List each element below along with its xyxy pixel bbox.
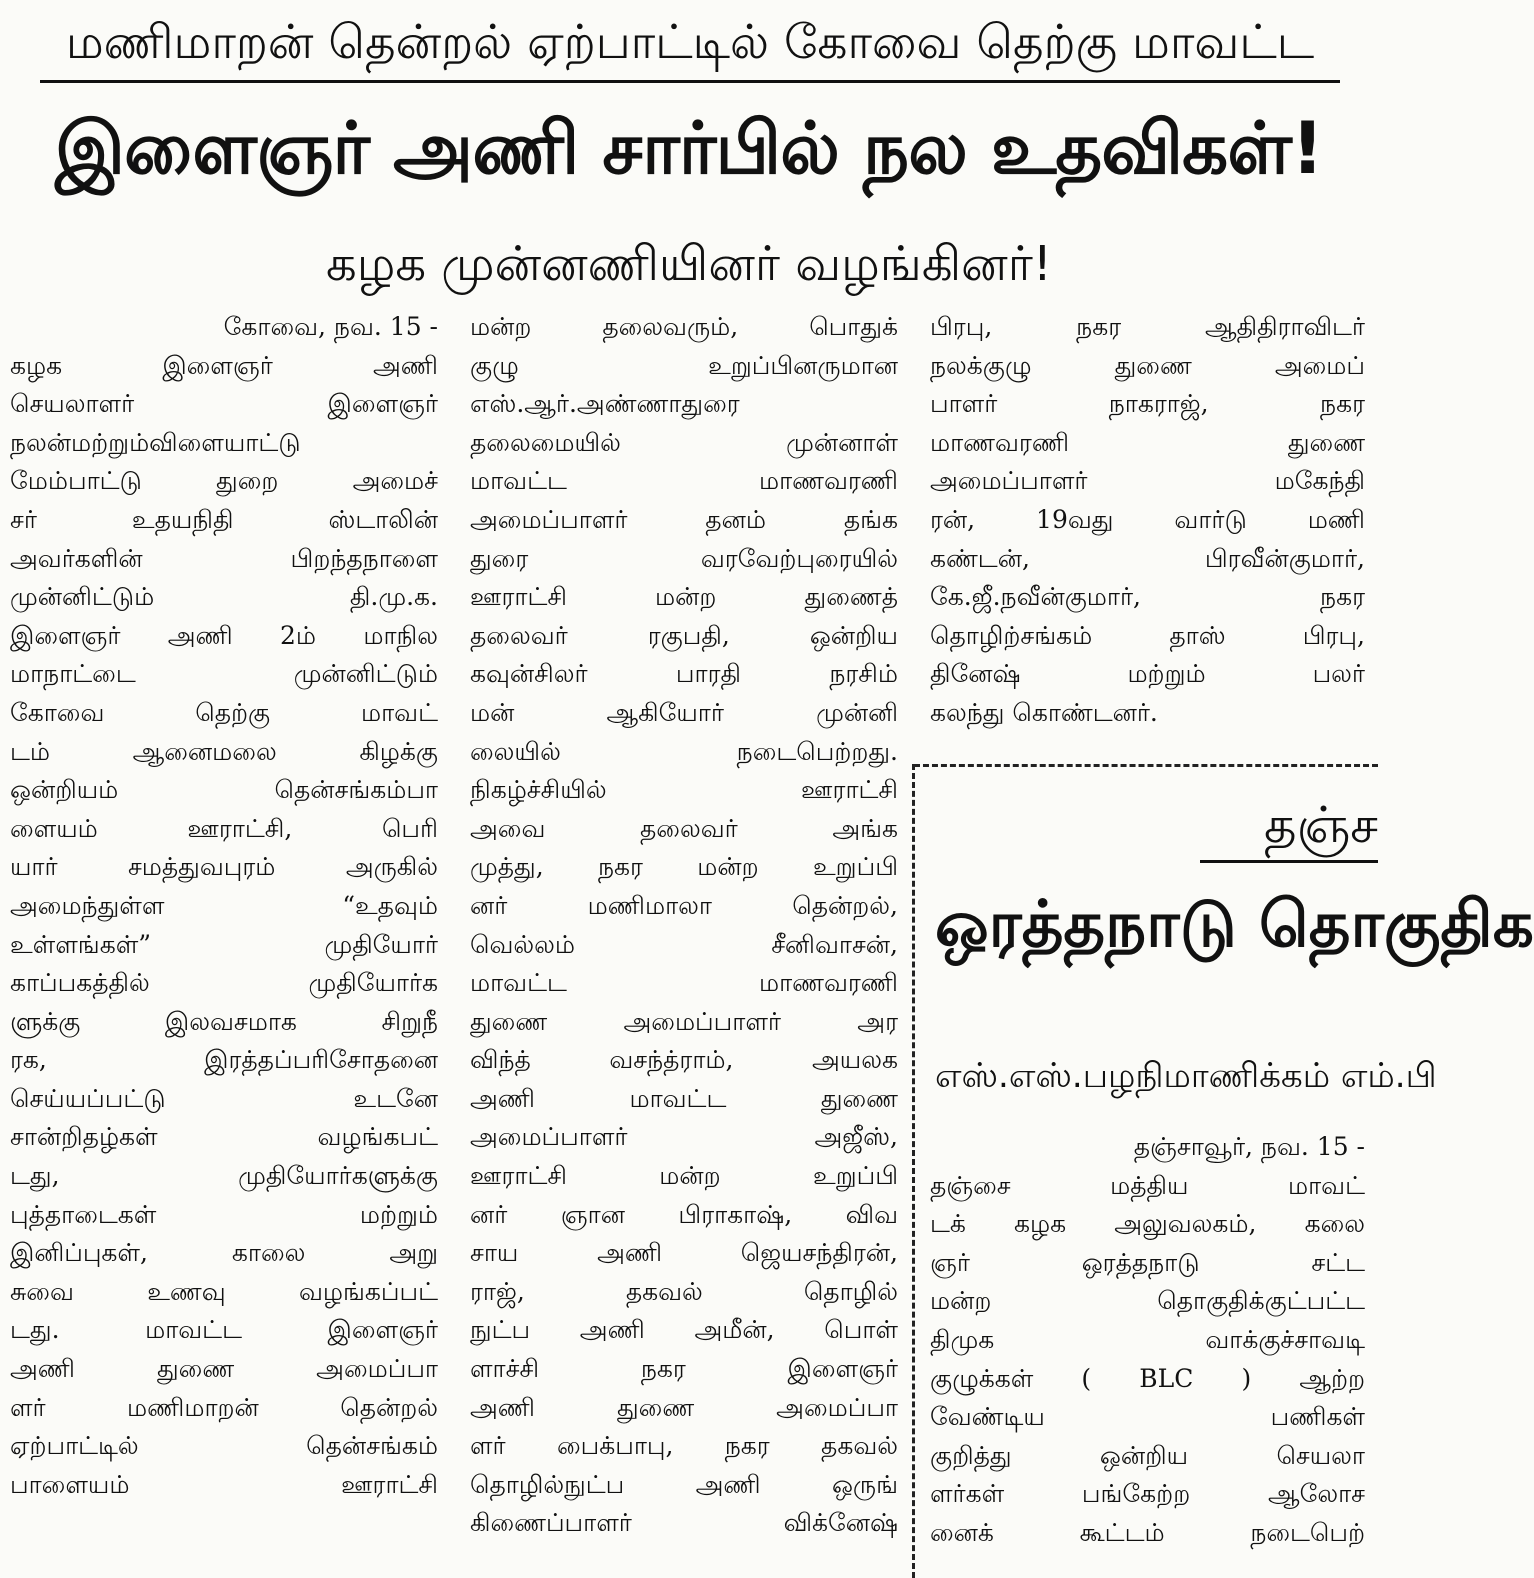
text-line: லையில் நடைபெற்றது.	[470, 736, 898, 766]
text-line: மாநாட்டை முன்னிட்டும்	[10, 659, 438, 689]
text-line: செயலாளர் இளைஞர்	[10, 389, 438, 419]
text-line: புத்தாடைகள் மற்றும்	[10, 1199, 438, 1229]
text-line: மாவட்ட மாணவரணி	[470, 968, 898, 998]
text-line: னைக் கூட்டம் நடைபெற்	[930, 1517, 1365, 1547]
text-line: இளைஞர் அணி 2ம் மாநில	[10, 620, 438, 650]
text-line: தொழில்நுட்ப அணி ஒருங்	[470, 1469, 898, 1499]
article2-body	[930, 1128, 1365, 1553]
text-line: அமைப்பாளர் அஜீஸ்,	[470, 1122, 898, 1152]
text-line: தலைவர் ரகுபதி, ஒன்றிய	[470, 620, 898, 650]
text-line: ஊராட்சி மன்ற உறுப்பி	[470, 1161, 898, 1191]
text-line: குறித்து ஒன்றிய செயலா	[930, 1440, 1365, 1470]
text-line: நலன்மற்றும்விளையாட்டு	[10, 427, 301, 457]
text-line: ளாச்சி நகர இளைஞர்	[470, 1354, 898, 1384]
text-line: அவர்களின் பிறந்தநாளை	[10, 543, 438, 573]
text-line: ஊராட்சி மன்ற துணைத்	[470, 582, 898, 612]
text-line: துரை வரவேற்புரையில்	[470, 543, 898, 573]
text-line: அணி மாவட்ட துணை	[470, 1083, 898, 1113]
text-line: செய்யப்பட்டு உடனே	[10, 1083, 438, 1113]
text-line: உள்ளங்கள்” முதியோர்	[10, 929, 438, 959]
text-line: சாய அணி ஜெயசந்திரன்,	[470, 1238, 898, 1268]
text-line: முன்னிட்டும் தி.மு.க.	[10, 582, 438, 612]
text-line: கழக இளைஞர் அணி	[10, 350, 438, 380]
text-line: டது. மாவட்ட இளைஞர்	[10, 1315, 438, 1345]
text-line: அமைப்பாளர் தனம் தங்க	[470, 504, 898, 534]
text-line: ராஜ், தகவல் தொழில்	[470, 1276, 898, 1306]
text-line: தினேஷ் மற்றும் பலர்	[930, 659, 1365, 689]
text-line: வேண்டிய பணிகள்	[930, 1402, 1365, 1432]
article1-headline: இளைஞர் அணி சார்பில் நல உதவிகள்!	[55, 106, 1323, 190]
text-line: வெல்லம் சீனிவாசன்,	[470, 929, 898, 959]
text-line: ளையம் ஊராட்சி, பெரி	[10, 813, 438, 843]
text-line: மன் ஆகியோர் முன்னி	[470, 697, 898, 727]
article1-column-2	[470, 308, 898, 1543]
kicker-underline	[40, 80, 1340, 83]
text-line: துணை அமைப்பாளர் அர	[470, 1006, 898, 1036]
text-line: ஞர் ஒரத்தநாடு சட்ட	[930, 1247, 1365, 1277]
text-line: பாளையம் ஊராட்சி	[10, 1469, 438, 1499]
text-line: தஞ்சாவூர், நவ. 15 -	[1133, 1132, 1365, 1161]
text-line: சர் உதயநிதி ஸ்டாலின்	[10, 504, 438, 534]
article2-subhead: எஸ்.எஸ்.பழநிமாணிக்கம் எம்.பி	[935, 1056, 1437, 1096]
article2-kicker-underline	[1200, 860, 1378, 863]
text-line: முத்து, நகர மன்ற உறுப்பி	[470, 852, 898, 882]
text-line: நுட்ப அணி அமீன், பொள்	[470, 1315, 898, 1345]
text-line: மன்ற தொகுதிக்குட்பட்ட	[930, 1286, 1365, 1316]
text-line: சுவை உணவு வழங்கப்பட்	[10, 1276, 438, 1306]
text-line: அமைப்பாளர் மகேந்தி	[930, 466, 1365, 496]
text-line: ஏற்பாட்டில் தென்சங்கம்	[10, 1431, 438, 1461]
text-line: ஒன்றியம் தென்சங்கம்பா	[10, 775, 438, 805]
text-line: காப்பகத்தில் முதியோர்க	[10, 968, 438, 998]
text-line: எஸ்.ஆர்.அண்ணாதுரை	[470, 389, 740, 419]
text-line: மாவட்ட மாணவரணி	[470, 466, 898, 496]
text-line: ளர் மணிமாறன் தென்றல்	[10, 1392, 438, 1422]
article2-kicker: தஞ்ச	[1264, 796, 1378, 854]
text-line: ளர் பைக்பாபு, நகர தகவல்	[470, 1431, 898, 1461]
text-line: குழு உறுப்பினருமான	[470, 350, 898, 380]
text-line: அவை தலைவர் அங்க	[470, 813, 898, 843]
text-line: கவுன்சிலர் பாரதி நரசிம்	[470, 659, 898, 689]
text-line: விந்த் வசந்த்ராம், அயலக	[470, 1045, 898, 1075]
text-line: மேம்பாட்டு துறை அமைச்	[10, 466, 438, 496]
text-line: டது, முதியோர்களுக்கு	[10, 1161, 438, 1191]
article1-subhead: கழக முன்னணியினர் வழங்கினர்!	[325, 236, 1053, 292]
text-line: குழுக்கள் ( BLC ) ஆற்ற	[930, 1363, 1365, 1393]
text-line: பிரபு, நகர ஆதிதிராவிடர்	[930, 312, 1365, 341]
article1-kicker: மணிமாறன் தென்றல் ஏற்பாட்டில் கோவை தெற்கு மாவட்ட	[65, 15, 1315, 70]
text-line: கண்டன், பிரவீன்குமார்,	[930, 543, 1365, 573]
text-line: கலந்து கொண்டனர்.	[930, 697, 1158, 727]
text-line: அணி துணை அமைப்பா	[470, 1392, 898, 1422]
text-line: நலக்குழு துணை அமைப்	[930, 350, 1365, 380]
article1-column-1	[10, 308, 438, 1504]
column-divider	[912, 764, 915, 1578]
text-line: யார் சமத்துவபுரம் அருகில்	[10, 852, 438, 882]
text-line: அமைந்துள்ள “உதவும்	[10, 890, 438, 920]
text-line: தஞ்சை மத்திய மாவட்	[930, 1170, 1365, 1200]
text-line: கோவை தெற்கு மாவட்	[10, 697, 438, 727]
text-line: டக் கழக அலுவலகம், கலை	[930, 1209, 1365, 1239]
text-line: இனிப்புகள், காலை அறு	[10, 1238, 438, 1268]
text-line: னர் மணிமாலா தென்றல்,	[470, 890, 898, 920]
text-line: மன்ற தலைவரும், பொதுக்	[470, 312, 898, 341]
text-line: கோவை, நவ. 15 -	[223, 312, 438, 341]
text-line: மாணவரணி துணை	[930, 427, 1365, 457]
text-line: சான்றிதழ்கள் வழங்கபட்	[10, 1122, 438, 1152]
text-line: நிகழ்ச்சியில் ஊராட்சி	[470, 775, 898, 805]
text-line: திமுக வாக்குச்சாவடி	[930, 1324, 1365, 1354]
article1-column-3	[930, 308, 1365, 733]
text-line: கே.ஜீ.நவீன்குமார், நகர	[930, 582, 1365, 612]
article-divider	[914, 764, 1378, 767]
text-line: தலைமையில் முன்னாள்	[470, 427, 898, 457]
text-line: பாளர் நாகராஜ், நகர	[930, 389, 1365, 419]
text-line: ளர்கள் பங்கேற்ற ஆலோச	[930, 1479, 1365, 1509]
text-line: ளுக்கு இலவசமாக சிறுநீ	[10, 1006, 438, 1036]
article2-headline: ஒரத்தநாடு தொகுதிக	[935, 888, 1534, 962]
text-line: தொழிற்சங்கம் தாஸ் பிரபு,	[930, 620, 1365, 650]
text-line: அணி துணை அமைப்பா	[10, 1354, 438, 1384]
text-line: ரக, இரத்தப்பரிசோதனை	[10, 1045, 438, 1075]
text-line: னர் ஞான பிராகாஷ், விவ	[470, 1199, 898, 1229]
text-line: ரன், 19வது வார்டு மணி	[930, 504, 1365, 534]
text-line: கிணைப்பாளர் விக்னேஷ்	[470, 1508, 898, 1538]
text-line: டம் ஆனைமலை கிழக்கு	[10, 736, 438, 766]
